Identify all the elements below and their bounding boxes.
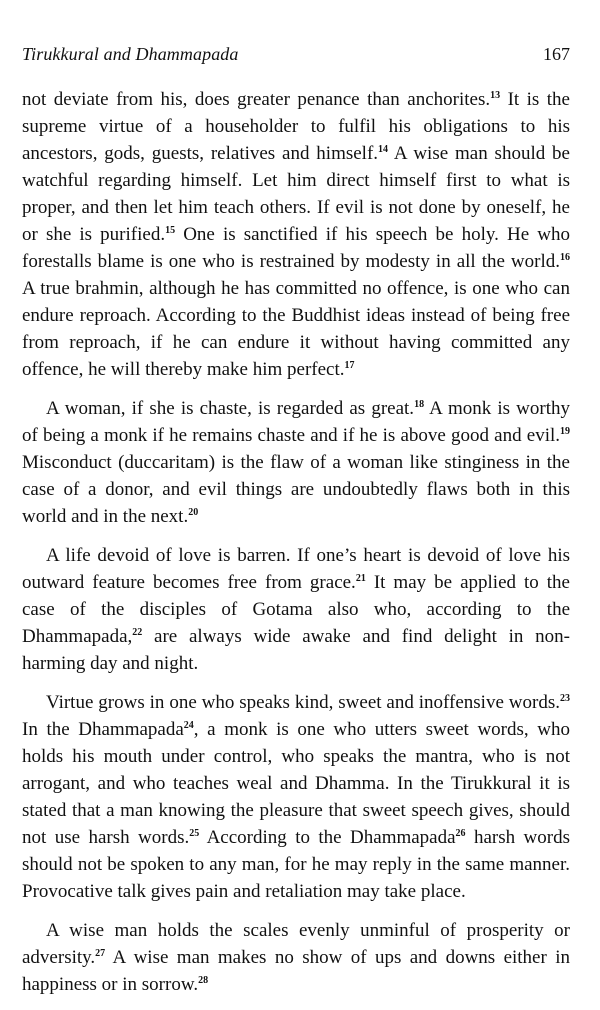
text-run: A life devoid of love is barren. If one’s heart is devoid of love his outward feature becomes free from grace.: [22, 545, 570, 593]
running-title: Tirukkural and Dhammapada: [22, 44, 239, 64]
text-run: are always wide awake and find delight in non-harming day and night.: [22, 626, 570, 674]
text-run: harsh words should not be spoken to any man, for he may reply in the same manner. Provocative talk gives pain and retaliation may take place.: [22, 827, 570, 902]
footnote-ref: 21: [355, 573, 366, 584]
text-run: A monk is worthy of being a monk if he remains chaste and if he is above good and evil.: [22, 398, 570, 446]
text-run: A wise man should be watchful regarding himself. Let him direct himself first to what is proper, and then let him teach others. If evil is not done by oneself, he or she is purified.: [22, 143, 570, 245]
footnote-ref: 20: [188, 507, 199, 518]
text-run: Misconduct (duccaritam) is the flaw of a woman like stinginess in the case of a donor, and evil things are undoubtedly flaws both in this world and in the next.: [22, 452, 570, 527]
footnote-ref: 16: [560, 252, 570, 263]
paragraph-1: [22, 86, 570, 383]
paragraph-5: [22, 917, 570, 998]
page-header: [22, 44, 570, 68]
text-run: A wise man makes no show of ups and downs either in happiness or in sorrow.: [22, 947, 570, 995]
footnote-ref: 28: [198, 975, 209, 986]
paragraph-4: [22, 689, 570, 905]
footnote-ref: 13: [490, 90, 501, 101]
footnote-ref: 27: [95, 948, 106, 959]
text-run: One is sanctified if his speech be holy. He who forestalls blame is one who is restrained by modesty in all the world.: [22, 224, 570, 272]
page-number: 167: [543, 44, 570, 64]
text-run: In the Dhammapada: [22, 719, 184, 740]
footnote-ref: 14: [378, 144, 389, 155]
footnote-ref: 23: [560, 693, 570, 704]
footnote-ref: 24: [183, 720, 194, 731]
footnote-ref: 17: [344, 360, 355, 371]
footnote-ref: 25: [189, 828, 200, 839]
text-run: A true brahmin, although he has committed no offence, is one who can endure reproach. According to the Buddhist ideas instead of being free from reproach, if he can endure it without having committed any offence, he will thereby make him perfect.: [22, 278, 570, 380]
text-run: not deviate from his, does greater penance than anchorites.: [22, 89, 491, 110]
text-run: A wise man holds the scales evenly unminful of prosperity or adversity.: [22, 920, 570, 968]
paragraph-3: [22, 542, 570, 677]
paragraph-2: [22, 395, 570, 530]
text-run: A woman, if she is chaste, is regarded as great.: [46, 398, 415, 419]
footnote-ref: 18: [414, 399, 425, 410]
text-run: Virtue grows in one who speaks kind, sweet and inoffensive words.: [46, 692, 560, 713]
text-run: It may be applied to the case of the disciples of Gotama also who, according to the Dhammapada,: [22, 572, 570, 647]
text-run: , a monk is one who utters sweet words, who holds his mouth under control, who speaks the mantra, who is not arrogant, and who teaches weal and Dhamma. In the Tirukkural it is stated that a man knowing the pleasure that sweet speech gives, should not use harsh words.: [22, 719, 570, 848]
footnote-ref: 15: [165, 225, 176, 236]
body-text: [22, 86, 570, 1010]
footnote-ref: 22: [132, 627, 143, 638]
footnote-ref: 26: [455, 828, 466, 839]
footnote-ref: 19: [560, 426, 570, 437]
text-run: It is the supreme virtue of a householder to fulfil his obligations to his ancestors, gods, guests, relatives and himself.: [22, 89, 570, 164]
text-run: According to the Dhammapada: [199, 827, 456, 848]
